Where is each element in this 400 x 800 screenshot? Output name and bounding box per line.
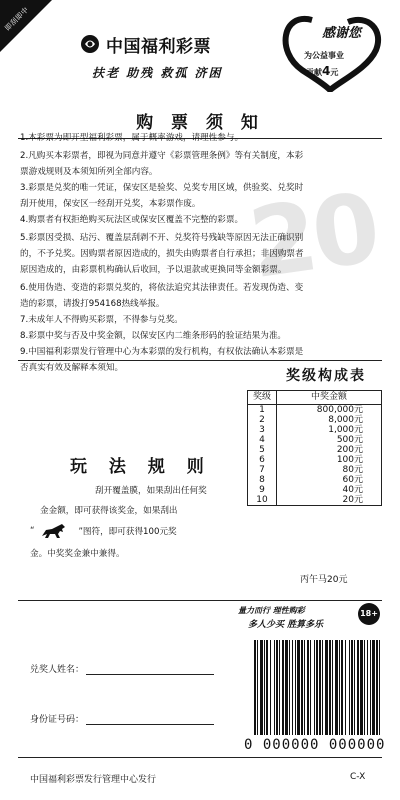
rule-line: 原因造成的，由彩票机构确认后收回，予以退款或更换同等金额彩票。 bbox=[20, 265, 287, 275]
table-row: 6 100元 bbox=[248, 455, 382, 465]
barcode-bar bbox=[367, 640, 368, 735]
barcode-digits: 0 000000 000000 bbox=[244, 737, 386, 753]
table-row: 5 200元 bbox=[248, 445, 382, 455]
brand-slogan: 扶老 助残 救孤 济困 bbox=[92, 66, 223, 80]
barcode-bar bbox=[379, 640, 380, 735]
barcode-bar bbox=[335, 640, 338, 735]
divider bbox=[18, 757, 382, 758]
barcode bbox=[252, 640, 386, 735]
rule-line: 3.彩票是兑奖的唯一凭证，保安区是验奖、兑奖专用区域，供验奖、兑奖时 bbox=[20, 183, 304, 193]
barcode-bar bbox=[329, 640, 331, 735]
barcode-bar bbox=[319, 640, 321, 735]
barcode-bar bbox=[354, 640, 355, 735]
claimant-name-field[interactable] bbox=[86, 674, 214, 675]
barcode-bar bbox=[372, 640, 375, 735]
barcode-bar bbox=[364, 640, 365, 735]
barcode-bar bbox=[301, 640, 303, 735]
badge-bottom-text: 多人少买 胜算多乐 bbox=[248, 620, 324, 630]
table-row: 7 80元 bbox=[248, 465, 382, 475]
barcode-bar bbox=[310, 640, 311, 735]
watermark-number: 20 bbox=[242, 171, 383, 301]
divider bbox=[18, 600, 382, 601]
table-row: 3 1,000元 bbox=[248, 425, 382, 435]
barcode-bar bbox=[264, 640, 265, 735]
thanks-heart bbox=[272, 12, 388, 92]
brand-header bbox=[80, 34, 280, 57]
thanks-title: 感谢您 bbox=[322, 26, 362, 41]
barcode-bar bbox=[370, 640, 371, 735]
issuer-text: 中国福利彩票发行管理中心发行 bbox=[30, 775, 157, 785]
corner-tag-text: 即刮即中 bbox=[3, 5, 31, 33]
rule-line: 刮开使用，保安区一经刮开兑奖，本彩票作废。 bbox=[20, 199, 201, 209]
play-rules-title: 玩 法 规 则 bbox=[70, 457, 212, 477]
responsible-play-badge bbox=[238, 603, 388, 631]
rule-line: 1.本彩票为即开型福利彩票，属于概率游戏，请理性参与。 bbox=[20, 133, 244, 143]
rule-line: 7.未成年人不得购买彩票，不得参与兑奖。 bbox=[20, 315, 183, 325]
prize-table bbox=[247, 390, 382, 506]
table-row: 1 800,000元 bbox=[248, 405, 382, 416]
barcode-bar bbox=[292, 640, 293, 735]
barcode-bar bbox=[357, 640, 359, 735]
id-number-label: 身份证号码： bbox=[30, 715, 85, 725]
barcode-bar bbox=[289, 640, 290, 735]
prize-table-title: 奖级构成表 bbox=[286, 368, 366, 384]
rule-line: 8.彩票中奖与否及中奖金额，以保安区内二维条形码的验证结果为准。 bbox=[20, 331, 287, 341]
barcode-bar bbox=[316, 640, 318, 735]
table-row: 2 8,000元 bbox=[248, 415, 382, 425]
rule-line: 5.彩票因受损、玷污、覆盖层刮剥不开、兑奖符号残缺等原因无法正确识别 bbox=[20, 233, 304, 243]
barcode-bar bbox=[339, 640, 340, 735]
table-row: 9 40元 bbox=[248, 485, 382, 495]
barcode-bar bbox=[297, 640, 300, 735]
rule-line: 4.购票者有权拒绝购买玩法区或保安区覆盖不完整的彩票。 bbox=[20, 215, 244, 225]
play-rules-line: “ ”图符，即可获得100元奖 bbox=[30, 522, 177, 540]
rule-line: 票游戏规则及本须知所列全部内容。 bbox=[20, 167, 158, 177]
rule-line: 的，不予兑奖。因购票者原因造成的，损失由购票者自行承担；非因购票者 bbox=[20, 249, 304, 259]
barcode-bar bbox=[360, 640, 363, 735]
barcode-bar bbox=[376, 640, 378, 735]
play-rules-line: 刮开覆盖膜，如果刮出任何奖 bbox=[95, 486, 207, 496]
table-row: 10 20元 bbox=[248, 495, 382, 506]
play-rules-line: 金。中奖奖金兼中兼得。 bbox=[30, 549, 125, 559]
thanks-line2: 贡献4元 bbox=[306, 64, 339, 78]
corner-tag bbox=[0, 0, 52, 52]
barcode-bar bbox=[304, 640, 305, 735]
id-number-field[interactable] bbox=[86, 724, 214, 725]
notice-title: 购 票 须 知 bbox=[136, 113, 264, 133]
barcode-bar bbox=[314, 640, 315, 735]
barcode-bar bbox=[282, 640, 284, 735]
barcode-bar bbox=[325, 640, 328, 735]
welfare-lottery-logo-icon bbox=[80, 34, 100, 54]
rule-line: 造的彩票，请拨打954168热线举报。 bbox=[20, 299, 165, 309]
barcode-bar bbox=[279, 640, 280, 735]
prize-header-level: 奖级 bbox=[248, 391, 277, 405]
barcode-bar bbox=[276, 640, 278, 735]
barcode-bar bbox=[341, 640, 343, 735]
age-limit-icon: 18+ bbox=[358, 603, 380, 625]
table-row: 4 500元 bbox=[248, 435, 382, 445]
rule-line: 否真实有效及解释本须知。 bbox=[20, 363, 124, 373]
thanks-line1: 为公益事业 bbox=[304, 51, 344, 60]
divider bbox=[18, 360, 382, 361]
barcode-bar bbox=[322, 640, 323, 735]
barcode-bar bbox=[285, 640, 288, 735]
barcode-bar bbox=[332, 640, 333, 735]
barcode-bar bbox=[270, 640, 271, 735]
horse-icon bbox=[38, 522, 72, 540]
brand-name: 中国福利彩票 bbox=[106, 36, 211, 57]
barcode-bar bbox=[295, 640, 296, 735]
barcode-bar bbox=[274, 640, 275, 735]
barcode-bar bbox=[254, 640, 256, 735]
badge-top-text: 量力而行 理性购彩 bbox=[238, 606, 305, 615]
rule-line: 9.中国福利彩票发行管理中心为本彩票的发行机构，有权依法确认本彩票是 bbox=[20, 347, 304, 357]
barcode-bar bbox=[307, 640, 309, 735]
play-rules-line: 金金额，即可获得该奖金，如果刮出 bbox=[40, 506, 178, 516]
barcode-bar bbox=[349, 640, 350, 735]
prize-header-amount: 中奖金额 bbox=[277, 391, 382, 405]
rule-line: 6.使用伪造、变造的彩票兑奖的，将依法追究其法律责任。若发现伪造、变 bbox=[20, 283, 304, 293]
rule-line: 2.凡购买本彩票者，即视为同意并遵守《彩票管理条例》等有关制度，本彩 bbox=[20, 151, 304, 161]
claimant-name-label: 兑奖人姓名： bbox=[30, 665, 85, 675]
barcode-bar bbox=[266, 640, 268, 735]
barcode-bar bbox=[260, 640, 263, 735]
ticket-code: C-X bbox=[350, 772, 366, 782]
barcode-bar bbox=[345, 640, 346, 735]
barcode-bar bbox=[351, 640, 353, 735]
ticket-price-note: 丙午马20元 bbox=[300, 575, 348, 585]
barcode-bar bbox=[257, 640, 258, 735]
table-row: 8 60元 bbox=[248, 475, 382, 485]
